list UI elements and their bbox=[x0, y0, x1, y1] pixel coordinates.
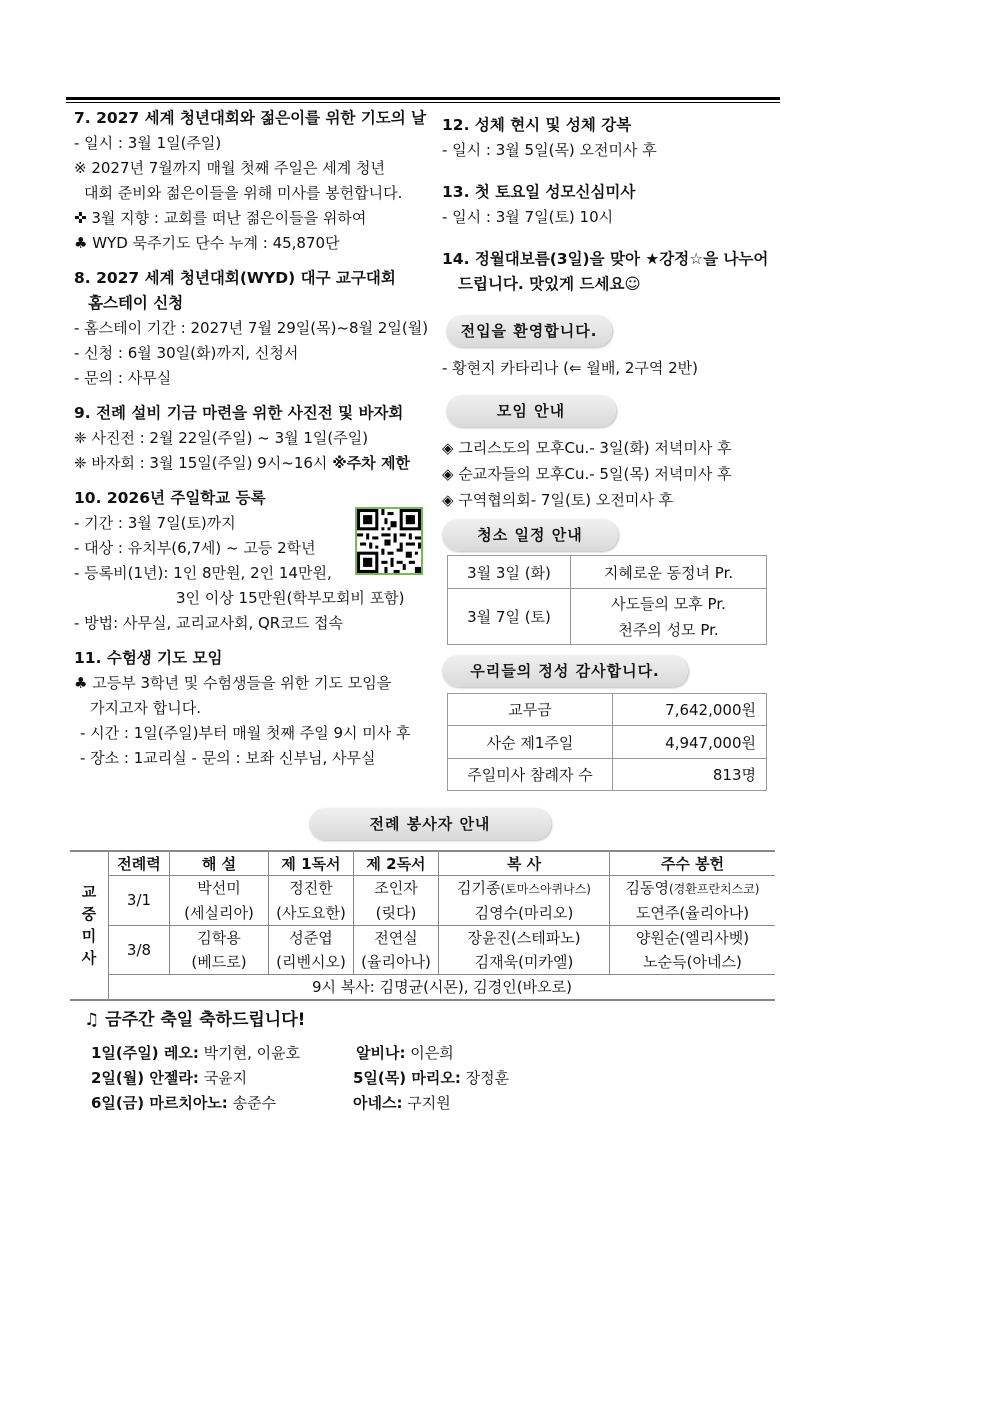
s8-line: - 홈스테이 기간 : 2027년 7월 29일(목)~8월 2일(월) bbox=[74, 319, 429, 337]
cell: (베드로) bbox=[170, 950, 269, 975]
cleaning-heading: 청소 일정 안내 bbox=[442, 519, 618, 551]
s11-line: 가지고자 합니다. bbox=[90, 699, 201, 717]
cell: 박선미 bbox=[170, 875, 269, 901]
left-column bbox=[74, 106, 434, 771]
s11-line: - 시간 : 1일(주일)부터 매월 첫째 주일 9시 미사 후 bbox=[80, 724, 411, 742]
s7-title: 7. 2027 세계 청년대회와 젊은이를 위한 기도의 날 bbox=[74, 109, 427, 127]
cell: 김영수(마리오) bbox=[439, 901, 610, 926]
thanks-label: 주일미사 참례자 수 bbox=[448, 759, 613, 791]
s11-title: 11. 수험생 기도 모임 bbox=[74, 649, 223, 667]
cell: 성준엽 bbox=[269, 925, 354, 950]
s8-title: 8. 2027 세계 청년대회(WYD) 대구 교구대회 bbox=[74, 269, 396, 287]
thanks-label: 사순 제1주일 bbox=[448, 726, 613, 759]
cell: 도연주(율리아나) bbox=[610, 901, 776, 926]
meeting-list bbox=[442, 435, 732, 513]
meeting-item: ◈ 순교자들의 모후Cu.- 5일(목) 저녁미사 후 bbox=[442, 465, 732, 483]
s13-line: - 일시 : 3월 7일(토) 10시 bbox=[442, 208, 614, 226]
s11-line: ♣ 고등부 3학년 및 수험생들을 위한 기도 모임을 bbox=[74, 674, 392, 692]
liturgy-note: 9시 복사: 김명균(시몬), 김경인(바오로) bbox=[109, 974, 776, 1000]
cleaning-group: 지혜로운 동정녀 Pr. bbox=[571, 556, 767, 589]
s7-line: ✜ 3월 지향 : 교회를 떠난 젊은이들을 위하여 bbox=[74, 209, 367, 227]
s12-line: - 일시 : 3월 5일(목) 오전미사 후 bbox=[442, 141, 657, 159]
right-column bbox=[442, 113, 782, 297]
table-row bbox=[448, 694, 767, 726]
s10-line: - 대상 : 유치부(6,7세) ~ 고등 2학년 bbox=[74, 539, 316, 557]
welcome-line: - 황현지 카타리나 (⇐ 월배, 2구역 2반) bbox=[442, 359, 699, 377]
table-row bbox=[70, 901, 775, 926]
table-row bbox=[448, 759, 767, 791]
qr-code-image bbox=[357, 509, 421, 573]
s9-line: ❈ 사진전 : 2월 22일(주일) ~ 3월 1일(주일) bbox=[74, 429, 369, 447]
s9-line: ❈ 바자회 : 3월 15일(주일) 9시~16시 ※주차 제한 bbox=[74, 454, 410, 472]
cleaning-table bbox=[447, 555, 767, 645]
s8-line: - 신청 : 6월 30일(화)까지, 신청서 bbox=[74, 344, 299, 362]
col-header: 주수 봉헌 bbox=[610, 851, 776, 875]
s10-line: 3인 이상 15만원(학부모회비 포함) bbox=[176, 589, 405, 607]
cell: 김동영(경환프란치스코) bbox=[610, 875, 776, 901]
table-row bbox=[70, 974, 775, 1000]
cell: (세실리아) bbox=[170, 901, 269, 926]
qr-code[interactable] bbox=[355, 507, 423, 575]
thanks-value: 4,947,000원 bbox=[613, 726, 767, 759]
col-header: 전례력 bbox=[109, 851, 170, 875]
cleaning-date: 3월 3일 (화) bbox=[448, 556, 571, 589]
table-row bbox=[448, 726, 767, 759]
meeting-heading: 모임 안내 bbox=[446, 395, 616, 427]
thanks-label: 교무금 bbox=[448, 694, 613, 726]
feast-row: 1일(주일) 레오: 박기현, 이윤호 알비나: 이은희 bbox=[91, 1044, 454, 1062]
s14-title-2: 드립니다. 맛있게 드세요☺ bbox=[458, 275, 641, 293]
table-row bbox=[70, 950, 775, 975]
cell: (사도요한) bbox=[269, 901, 354, 926]
col-header: 해 설 bbox=[170, 851, 269, 875]
liturgy-date: 3/1 bbox=[109, 875, 170, 925]
liturgy-date: 3/8 bbox=[109, 925, 170, 974]
table-row bbox=[448, 589, 767, 645]
col-header: 복 사 bbox=[439, 851, 610, 875]
col-header: 제 1독서 bbox=[269, 851, 354, 875]
liturgy-side-label: 교 중 미 사 bbox=[70, 851, 109, 1000]
thanks-value: 813명 bbox=[613, 759, 767, 791]
feast-title: ♫ 금주간 축일 축하드립니다! bbox=[84, 1010, 306, 1030]
s12-title: 12. 성체 현시 및 성체 강복 bbox=[442, 116, 632, 134]
cell: 양원순(엘리사벳) bbox=[610, 925, 776, 950]
feast-row: 6일(금) 마르치아노: 송준수 아네스: 구지원 bbox=[91, 1094, 451, 1112]
table-row bbox=[70, 875, 775, 901]
s7-line: ※ 2027년 7월까지 매월 첫째 주일은 세계 청년 bbox=[74, 159, 386, 177]
cleaning-date: 3월 7일 (토) bbox=[448, 589, 571, 645]
liturgy-heading: 전례 봉사자 안내 bbox=[309, 808, 551, 840]
cell: 정진한 bbox=[269, 875, 354, 901]
cell: 김기종(토마스아퀴나스) bbox=[439, 875, 610, 901]
top-rule bbox=[66, 97, 780, 100]
table-row bbox=[70, 925, 775, 950]
s13-title: 13. 첫 토요일 성모신심미사 bbox=[442, 183, 636, 201]
cell: 전연실 bbox=[354, 925, 439, 950]
thanks-heading: 우리들의 정성 감사합니다. bbox=[442, 655, 688, 687]
s7-line: - 일시 : 3월 1일(주일) bbox=[74, 134, 222, 152]
cell: (릿다) bbox=[354, 901, 439, 926]
cell: 조인자 bbox=[354, 875, 439, 901]
table-row bbox=[448, 556, 767, 589]
meeting-item: ◈ 그리스도의 모후Cu.- 3일(화) 저녁미사 후 bbox=[442, 439, 732, 457]
feast-list bbox=[91, 1041, 611, 1116]
cell: 장윤진(스테파노) bbox=[439, 925, 610, 950]
s10-line: - 방법: 사무실, 교리교사회, QR코드 접속 bbox=[74, 614, 343, 632]
cell: (율리아나) bbox=[354, 950, 439, 975]
s7-line: 대회 준비와 젊은이들을 위해 미사를 봉헌합니다. bbox=[84, 184, 403, 202]
s14-title: 14. 정월대보름(3일)을 맞아 ★강정☆을 나누어 bbox=[442, 250, 769, 268]
cleaning-group: 사도들의 모후 Pr. 천주의 성모 Pr. bbox=[571, 589, 767, 645]
cell: 김재욱(미카엘) bbox=[439, 950, 610, 975]
parking-notice: ※주차 제한 bbox=[332, 454, 410, 472]
col-header: 제 2독서 bbox=[354, 851, 439, 875]
meeting-item: ◈ 구역협의회- 7일(토) 오전미사 후 bbox=[442, 491, 674, 509]
welcome-heading: 전입을 환영합니다. bbox=[446, 315, 612, 347]
liturgy-table bbox=[70, 850, 775, 1001]
feast-row: 2일(월) 안젤라: 국윤지 5일(목) 마리오: 장정훈 bbox=[91, 1069, 510, 1087]
s8-title-2: 홈스테이 신청 bbox=[88, 294, 184, 312]
cell: 김학용 bbox=[170, 925, 269, 950]
cell: (리벤시오) bbox=[269, 950, 354, 975]
s7-line: ♣ WYD 묵주기도 단수 누계 : 45,870단 bbox=[74, 234, 340, 252]
s10-title: 10. 2026년 주일학교 등록 bbox=[74, 489, 266, 507]
s8-line: - 문의 : 사무실 bbox=[74, 369, 172, 387]
thanks-table bbox=[447, 693, 767, 791]
top-rule-thin bbox=[66, 102, 780, 103]
s11-line: - 장소 : 1교리실 - 문의 : 보좌 신부님, 사무실 bbox=[80, 749, 376, 767]
thanks-value: 7,642,000원 bbox=[613, 694, 767, 726]
cell: 노순득(아네스) bbox=[610, 950, 776, 975]
s10-line: - 등록비(1년): 1인 8만원, 2인 14만원, bbox=[74, 564, 332, 582]
s9-title: 9. 전례 설비 기금 마련을 위한 사진전 및 바자회 bbox=[74, 404, 404, 422]
s10-line: - 기간 : 3월 7일(토)까지 bbox=[74, 514, 236, 532]
